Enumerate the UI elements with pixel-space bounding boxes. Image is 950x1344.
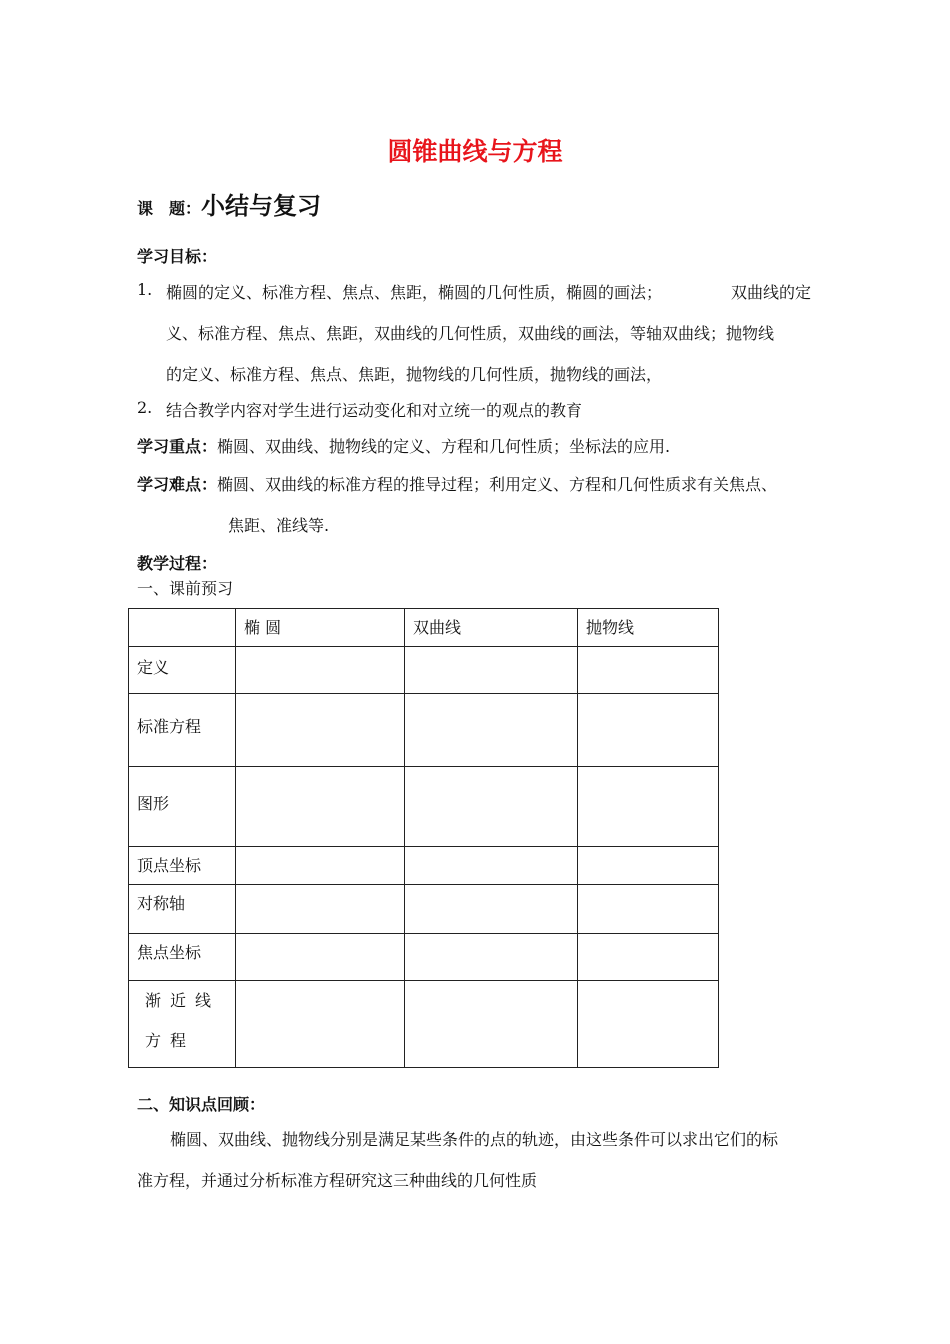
objective-1-number: 1. (137, 280, 153, 299)
table-cell (236, 981, 405, 1068)
table-row (129, 885, 719, 934)
table-cell (236, 885, 405, 934)
objective-1-line-1: 椭圆的定义、标准方程、焦点、焦距，椭圆的几何性质，椭圆的画法； (166, 283, 663, 302)
table-row (129, 847, 719, 885)
table-cell (236, 767, 405, 847)
table-cell (405, 694, 578, 767)
objective-1-line-2: 义、标准方程、焦点、焦距，双曲线的几何性质，双曲线的画法，等轴双曲线；抛物线 (166, 324, 775, 343)
table-header-row (129, 609, 719, 647)
document-title: 圆锥曲线与方程 (387, 137, 563, 166)
subject-line (137, 186, 321, 221)
table-cell (236, 847, 405, 885)
key-points-label: 学习重点： (137, 437, 218, 456)
table-cell (578, 847, 719, 885)
table-cell (578, 981, 719, 1068)
table-cell (578, 885, 719, 934)
table-row (129, 981, 719, 1068)
row-label-definition: 定义 (129, 647, 236, 694)
objective-2-number: 2. (137, 398, 153, 417)
difficulties (137, 472, 777, 495)
row-label-asymptote-equation: 渐近线方程 (129, 981, 236, 1068)
subject-value: 小结与复习 (201, 192, 322, 220)
objective-2-text: 结合教学内容对学生进行运动变化和对立统一的观点的教育 (166, 401, 583, 420)
table-cell (236, 647, 405, 694)
objective-1-line-1-end: 双曲线的定 (731, 283, 812, 302)
section-2-line-1: 椭圆、双曲线、抛物线分别是满足某些条件的点的轨迹，由这些条件可以求出它们的标 (170, 1130, 779, 1149)
header-cell-parabola: 抛物线 (578, 609, 719, 647)
section-1-heading: 一、课前预习 (137, 579, 234, 598)
process-heading: 教学过程： (137, 554, 218, 573)
row-label-standard-equation: 标准方程 (129, 694, 236, 767)
table-cell (578, 647, 719, 694)
header-cell-ellipse: 椭 圆 (236, 609, 405, 647)
key-points-text: 椭圆、双曲线、抛物线的定义、方程和几何性质；坐标法的应用. (217, 437, 671, 456)
section-2-line-2: 准方程，并通过分析标准方程研究这三种曲线的几何性质 (137, 1171, 538, 1190)
table-cell (405, 767, 578, 847)
table-cell (405, 647, 578, 694)
table-cell (405, 934, 578, 981)
table-row (129, 647, 719, 694)
objective-1-line-3: 的定义、标准方程、焦点、焦距，抛物线的几何性质，抛物线的画法， (166, 365, 663, 384)
preview-table (128, 608, 719, 1068)
row-label-vertex-coordinates: 顶点坐标 (129, 847, 236, 885)
difficulties-line-1: 椭圆、双曲线的标准方程的推导过程；利用定义、方程和几何性质求有关焦点、 (217, 475, 778, 494)
table-cell (405, 847, 578, 885)
table-cell (236, 934, 405, 981)
row-label-axis-of-symmetry: 对称轴 (129, 885, 236, 934)
table-row (129, 767, 719, 847)
table-row (129, 694, 719, 767)
row-label-focus-coordinates: 焦点坐标 (129, 934, 236, 981)
table-cell (578, 767, 719, 847)
objectives-heading: 学习目标： (137, 247, 218, 266)
table-cell (578, 694, 719, 767)
header-cell-empty (129, 609, 236, 647)
table-cell (578, 934, 719, 981)
table-row (129, 934, 719, 981)
table-cell (236, 694, 405, 767)
table-cell (405, 885, 578, 934)
subject-label: 课 题： (137, 199, 202, 218)
key-points (137, 434, 670, 457)
difficulties-label: 学习难点： (137, 475, 218, 494)
row-label-graph: 图形 (129, 767, 236, 847)
table-cell (405, 981, 578, 1068)
header-cell-hyperbola: 双曲线 (405, 609, 578, 647)
difficulties-line-2: 焦距、准线等. (228, 516, 330, 535)
section-2-heading: 二、知识点回顾： (137, 1095, 266, 1114)
